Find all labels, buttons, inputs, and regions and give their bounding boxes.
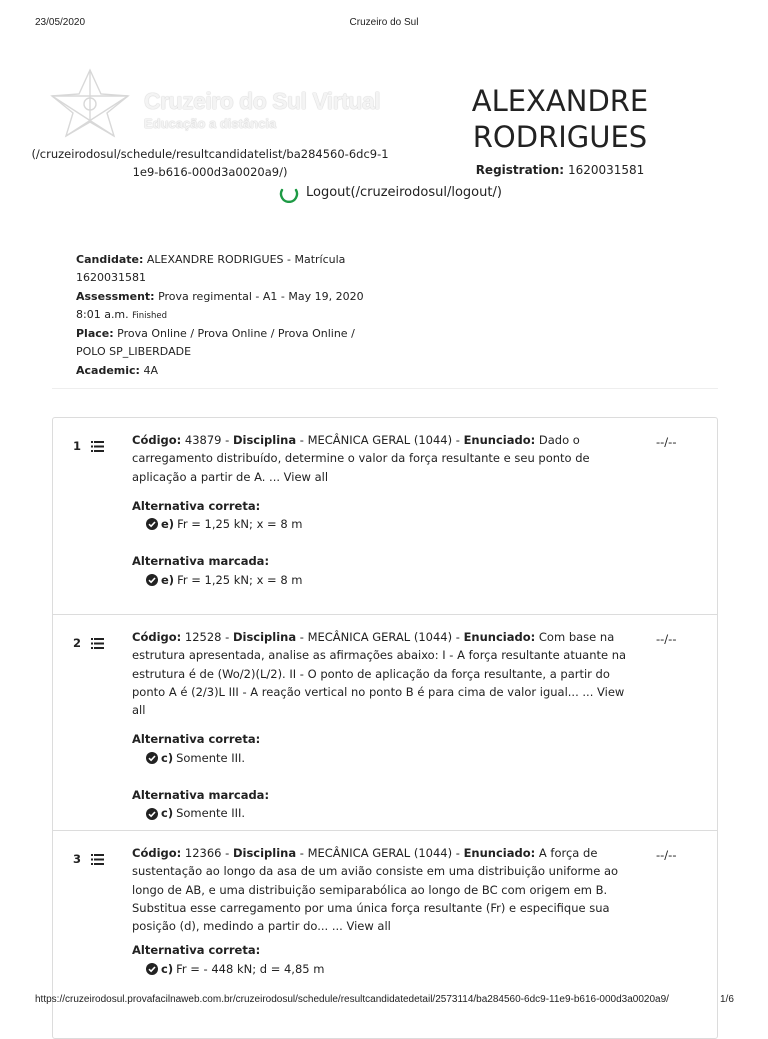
registration bbox=[450, 163, 670, 177]
question-item bbox=[53, 615, 717, 830]
print-footer-url: https://cruzeirodosul.provafacilnaweb.com.br/cruzeirodosul/schedule/resultcandidatedetail/2573114/ba284560-6dc9-11e9-b616-000d3a0020a9/ bbox=[35, 994, 669, 1005]
question-discipline: MECÂNICA GERAL (1044) bbox=[307, 846, 453, 860]
assessment-info bbox=[76, 251, 376, 380]
view-all-link[interactable]: View all bbox=[132, 684, 625, 718]
assessment-status: Finished bbox=[132, 310, 167, 321]
question-code: 43879 bbox=[184, 433, 222, 447]
print-page-number: 1/6 bbox=[720, 994, 734, 1005]
print-title: Cruzeiro do Sul bbox=[349, 17, 419, 28]
question-item bbox=[53, 418, 717, 614]
question-text: A força de sustentação ao longo da asa de um avião consiste em uma distribuição uniforme ao longo de AB, e uma distribuição semiparabólica ao longo de BC com origem em B. Substitua esse carregamento por uma única força resultante (Fr) e especifique sua posição (d), medindo a partir do... ... bbox=[132, 846, 619, 934]
place-label: Place: bbox=[76, 327, 114, 341]
star-logo-icon bbox=[40, 66, 140, 138]
academic-value: 4A bbox=[143, 363, 158, 377]
logout-link[interactable] bbox=[278, 181, 502, 203]
marked-answer: e) Fr = 1,25 kN; x = 8 m bbox=[146, 571, 632, 589]
questions-card bbox=[52, 417, 718, 1039]
correct-answer: c) Fr = - 448 kN; d = 4,85 m bbox=[146, 960, 632, 978]
check-circle-icon bbox=[146, 963, 158, 975]
question-discipline: MECÂNICA GERAL (1044) bbox=[307, 630, 453, 644]
question-statement: Código: 12366 - Disciplina - MECÂNICA GERAL (1044) - Enunciado: A força de sustentação ao longo da asa de um avião consiste em uma distribuição uniforme ao longo de AB, e uma distribuição semiparabólica ao longo de BC com origem em B. Substitua esse carregamento por uma única força resultante (Fr) e especifique sua posição (d), medindo a partir do... ... View all bbox=[132, 846, 619, 934]
brand-logo[interactable] bbox=[40, 66, 380, 138]
correct-answer-label: Alternativa correta: bbox=[132, 732, 261, 747]
view-all-link[interactable]: View all bbox=[283, 469, 329, 484]
view-all-link[interactable]: View all bbox=[346, 919, 391, 934]
marked-answer-label: Alternativa marcada: bbox=[132, 788, 270, 803]
registration-label: Registration: bbox=[475, 163, 565, 177]
logout-label[interactable]: Logout(/cruzeirodosul/logout/) bbox=[306, 184, 502, 200]
question-grade: --/-- bbox=[656, 632, 677, 646]
question-grade: --/-- bbox=[656, 435, 677, 449]
section-divider bbox=[52, 388, 718, 389]
logo-name: Cruzeiro do Sul Virtual bbox=[144, 88, 380, 114]
question-body bbox=[132, 431, 632, 589]
print-date: 23/05/2020 bbox=[35, 17, 86, 28]
assessment-label: Assessment: bbox=[76, 289, 155, 303]
question-statement: Código: 43879 - Disciplina - MECÂNICA GERAL (1044) - Enunciado: Dado o carregamento distribuído, determine o valor da força resultante e seu ponto de aplicação a partir de A. ... View all bbox=[132, 433, 590, 484]
user-name: ALEXANDRE RODRIGUES bbox=[471, 84, 649, 154]
place-value: Prova Online / Prova Online / Prova Online / POLO SP_LIBERDADE bbox=[76, 327, 355, 359]
correct-answer-label: Alternativa correta: bbox=[132, 943, 261, 958]
check-circle-icon bbox=[146, 574, 158, 586]
question-text: Dado o carregamento distribuído, determine o valor da força resultante e seu ponto de aplicação a partir de A. ... bbox=[132, 433, 590, 484]
registration-value: 1620031581 bbox=[567, 163, 645, 177]
list-icon[interactable] bbox=[91, 854, 104, 865]
question-text: Com base na estrutura apresentada, analise as afirmações abaixo: I - A força resultante atuante na estrutura é de (Wo/2)(L/2). II - O ponto de aplicação da força resultante, a partir do ponto A é (2/3)L III - A reação vertical no ponto B é para cima de valor igual... ... bbox=[132, 630, 627, 699]
question-grade: --/-- bbox=[656, 848, 677, 862]
candidate-value: ALEXANDRE RODRIGUES - Matrícula 1620031581 bbox=[76, 253, 346, 285]
question-number: 1 bbox=[73, 439, 82, 453]
print-header bbox=[0, 17, 768, 31]
list-icon[interactable] bbox=[91, 441, 104, 452]
question-statement: Código: 12528 - Disciplina - MECÂNICA GERAL (1044) - Enunciado: Com base na estrutura apresentada, analise as afirmações abaixo: I - A força resultante atuante na estrutura é de (Wo/2)(L/2). II - O ponto de aplicação da força resultante, a partir do ponto A é (2/3)L III - A reação vertical no ponto B é para cima de valor igual... ... View all bbox=[132, 630, 627, 718]
check-circle-icon bbox=[146, 808, 158, 820]
assessment-value: Prova regimental - A1 - May 19, 2020 8:01 a.m. bbox=[76, 289, 364, 321]
logo-subtitle: Educação a distância bbox=[144, 116, 277, 131]
marked-answer: c) Somente III. bbox=[146, 804, 632, 822]
correct-answer: c) Somente III. bbox=[146, 749, 632, 767]
question-code: 12528 bbox=[184, 630, 222, 644]
academic-label: Academic: bbox=[76, 363, 140, 377]
candidate-label: Candidate: bbox=[76, 253, 144, 266]
marked-answer-label: Alternativa marcada: bbox=[132, 554, 270, 569]
check-circle-icon bbox=[146, 752, 158, 764]
question-number: 3 bbox=[73, 852, 82, 866]
question-discipline: MECÂNICA GERAL (1044) bbox=[307, 433, 453, 447]
question-body bbox=[132, 844, 632, 978]
question-number: 2 bbox=[73, 636, 82, 650]
correct-answer-label: Alternativa correta: bbox=[132, 498, 261, 513]
list-icon[interactable] bbox=[91, 638, 104, 649]
logo-link-url[interactable]: (/cruzeirodosul/schedule/resultcandidatelist/ba284560-6dc9-11e9-b616-000d3a0020a9/) bbox=[31, 147, 389, 179]
print-footer bbox=[0, 994, 768, 1008]
correct-answer: e) Fr = 1,25 kN; x = 8 m bbox=[146, 515, 632, 533]
check-circle-icon bbox=[146, 518, 158, 530]
loading-spinner-icon bbox=[278, 181, 300, 203]
question-code: 12366 bbox=[184, 846, 222, 860]
question-body bbox=[132, 628, 632, 823]
